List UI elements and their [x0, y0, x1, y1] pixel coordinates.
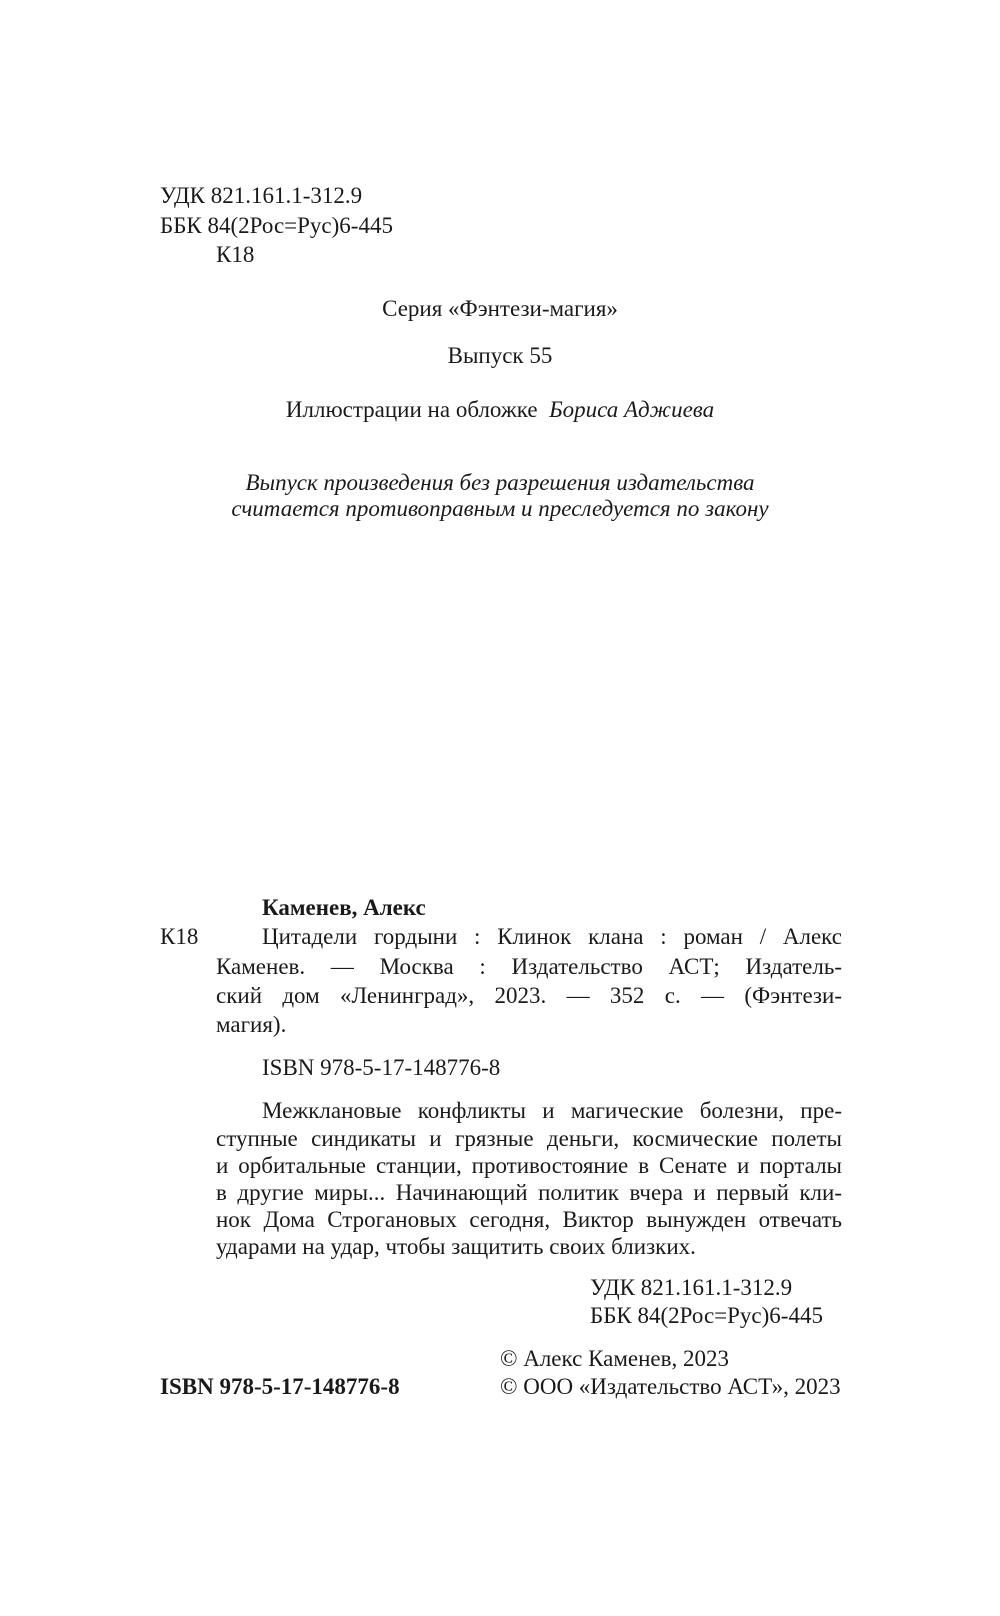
illustrations-credit — [0, 395, 1000, 424]
catalog-mark: К18 — [160, 924, 199, 949]
footer-bbk-code: ББК 84(2Рос=Рус)6-445 — [590, 1303, 823, 1328]
copyright-warning-line-1: Выпуск произведения без разрешения издательства — [245, 470, 755, 495]
annotation-line-2: ступные синдикаты и грязные деньги, космические полеты — [216, 1126, 842, 1151]
annotation-line-6: ударами на удар, чтобы защитить своих близких. — [216, 1234, 696, 1259]
copyright-author: © Алекс Каменев, 2023 — [500, 1346, 729, 1371]
catalog-desc-line-2: Каменев. — Москва : Издательство АСТ; Издатель- — [216, 954, 842, 979]
catalog-author: Каменев, Алекс — [262, 895, 426, 920]
bbk-code: ББК 84(2Рос=Рус)6-445 — [160, 213, 393, 238]
copyright-warning-line-2: считается противоправным и преследуется по закону — [231, 496, 769, 521]
catalog-desc-line-1: Цитадели гордыни : Клинок клана : роман / Алекс — [262, 924, 842, 949]
udk-code: УДК 821.161.1-312.9 — [160, 183, 363, 208]
illustrations-artist: Бориса Аджиева — [549, 397, 715, 422]
author-mark: К18 — [216, 242, 255, 267]
annotation-line-3: и орбитальные станции, противостояние в Сенате и порталы — [216, 1153, 842, 1178]
copyright-publisher: © ООО «Издательство АСТ», 2023 — [500, 1374, 841, 1399]
illustrations-label: Иллюстрации на обложке — [285, 397, 538, 422]
catalog-desc-line-3: ский дом «Ленинград», 2023. — 352 с. — (Фэнтези- — [216, 983, 842, 1008]
series-issue: Выпуск 55 — [447, 343, 553, 368]
catalog-desc-line-4: магия). — [216, 1012, 287, 1037]
isbn-bold: ISBN 978-5-17-148776-8 — [160, 1374, 400, 1399]
series-line: Серия «Фэнтези-магия» — [382, 296, 618, 321]
annotation-line-5: нок Дома Строгановых сегодня, Виктор вынужден отвечать — [216, 1207, 842, 1232]
catalog-isbn: ISBN 978-5-17-148776-8 — [262, 1055, 501, 1080]
annotation-line-4: в другие миры... Начинающий политик вчера и первый кли- — [216, 1180, 842, 1205]
footer-udk-code: УДК 821.161.1-312.9 — [590, 1275, 793, 1300]
annotation-line-1: Межклановые конфликты и магические болезни, пре- — [262, 1098, 842, 1123]
